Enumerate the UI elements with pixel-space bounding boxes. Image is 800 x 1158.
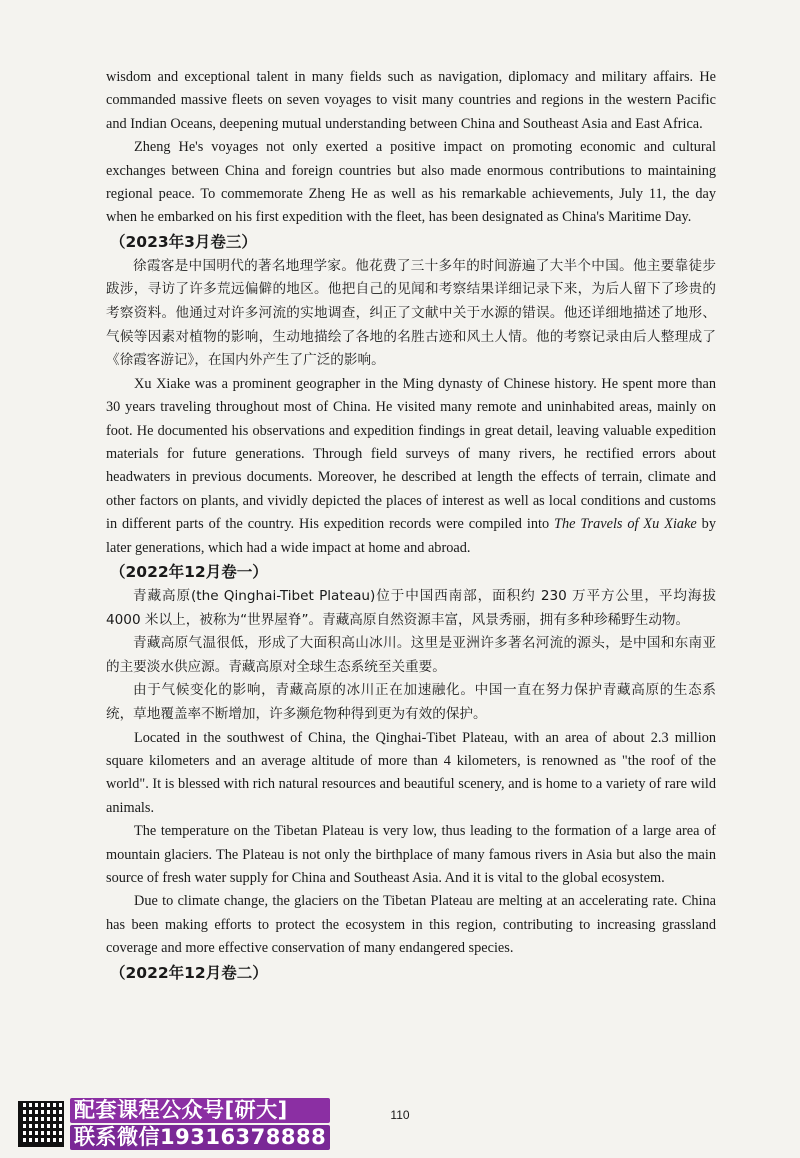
watermark-text	[70, 1098, 330, 1150]
section-heading-2022-december-1: （2022年12月卷一）	[110, 563, 268, 582]
page-number: 110	[390, 1108, 410, 1122]
xu-xiake-text-after-title: by later generations, which had a wide impact at home and abroad.	[106, 516, 716, 556]
xu-xiake-text-before-title: Xu Xiake was a prominent geographer in the Ming dynasty of Chinese history. He spent more than 30 years traveling throughout most of China. He visited many remote and uninhabited areas, mainly on foot. He documented his observations and expedition findings in great detail, leaving valuable expedition materials for future generations. Through field surveys of many rivers, he rectified errors about headwaters in previous documents. Moreover, he described at length the effects of terrain, climate and other factors on plants, and vividly depicted the places of interest as well as local conditions and customs in different parts of the country. His expedition records were compiled into	[106, 375, 716, 533]
section-heading-2022-december-2: （2022年12月卷二）	[110, 963, 268, 982]
plateau-english-paragraph-2: The temperature on the Tibetan Plateau is very low, thus leading to the formation of a large area of mountain glaciers. The Plateau is not only the birthplace of many famous rivers in Asia but also the main source of fresh water supply for China and Southeast Asia. And it is vital to the global ecosystem.	[106, 823, 716, 887]
page-content	[106, 66, 716, 986]
promo-watermark	[18, 1098, 330, 1150]
plateau-chinese-paragraph-3: 由于气候变化的影响，青藏高原的冰川正在加速融化。中国一直在努力保护青藏高原的生态系统，草地覆盖率不断增加，许多濒危物种得到更为有效的保护。	[106, 682, 716, 723]
watermark-line-2: 联系微信19316378888	[70, 1125, 330, 1150]
zheng-he-paragraph-1: wisdom and exceptional talent in many fields such as navigation, diplomacy and military affairs. He commanded massive fleets on seven voyages to visit many countries and regions in the western Pacific and Indian Oceans, deepening mutual understanding between China and Southeast Asia and East Africa.	[106, 69, 716, 132]
plateau-chinese-paragraph-1: 青藏高原(the Qinghai-Tibet Plateau)位于中国西南部，面积约 230 万平方公里，平均海拔 4000 米以上，被称为“世界屋脊”。青藏高原自然资源丰富，风景秀丽，拥有多种珍稀野生动物。	[106, 588, 716, 628]
xu-xiake-english-paragraph	[106, 373, 716, 560]
book-title: The Travels of Xu Xiake	[554, 516, 697, 533]
plateau-english-paragraph-3: Due to climate change, the glaciers on the Tibetan Plateau are melting at an accelerating rate. China has been making efforts to protect the ecosystem in this region, contributing to increasing grassland coverage and more effective conservation of many endangered species.	[106, 893, 716, 957]
zheng-he-paragraph-2: Zheng He's voyages not only exerted a positive impact on promoting economic and cultural exchanges between China and foreign countries but also made enormous contributions to maintaining regional peace. To commemorate Zheng He as well as his remarkable achievements, July 11, the day when he embarked on his first expedition with the fleet, has been designated as China's Maritime Day.	[106, 139, 716, 226]
watermark-line-1: 配套课程公众号[研大]	[70, 1098, 330, 1123]
plateau-chinese-paragraph-2: 青藏高原气温很低，形成了大面积高山冰川。这里是亚洲许多著名河流的源头，是中国和东南亚的主要淡水供应源。青藏高原对全球生态系统至关重要。	[106, 635, 716, 675]
section-heading-2023-march-3: （2023年3月卷三）	[110, 232, 257, 251]
xu-xiake-chinese-paragraph: 徐霞客是中国明代的著名地理学家。他花费了三十多年的时间游遍了大半个中国。他主要靠徒步跋涉，寻访了许多荒远偏僻的地区。他把自己的见闻和考察结果详细记录下来，为后人留下了珍贵的考察资料。他通过对许多河流的实地调查，纠正了文献中关于水源的错误。他还详细地描述了地形、气候等因素对植物的影响，生动地描绘了各地的名胜古迹和风土人情。他的考察记录由后人整理成了《徐霞客游记》，在国内外产生了广泛的影响。	[106, 257, 716, 369]
plateau-english-paragraph-1: Located in the southwest of China, the Qinghai-Tibet Plateau, with an area of about 2.3 million square kilometers and an average altitude of more than 4 kilometers, is renowned as "the roof of the world". It is blessed with rich natural resources and beautiful scenery, and is home to a variety of rare wild animals.	[106, 729, 716, 816]
qr-code-icon	[18, 1101, 64, 1147]
